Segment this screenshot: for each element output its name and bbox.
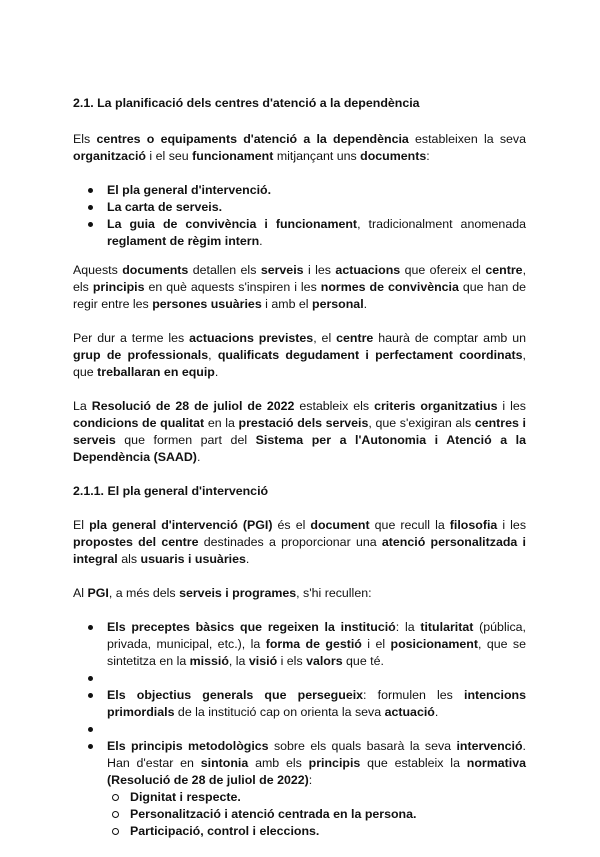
sublist-item: Participació, control i eleccions. xyxy=(107,823,526,840)
list-item: Els objectius generals que persegueix: formulen les intencions primordials de la institució cap on orienta la seva actuació. xyxy=(73,687,526,721)
documents-list xyxy=(73,182,526,250)
principles-sublist xyxy=(107,789,526,840)
paragraph-professionals: Per dur a terme les actuacions previstes, el centre haurà de comptar amb un grup de professionals, qualificats degudament i perfectament coordinats, que treballaran en equip. xyxy=(73,331,526,379)
section-heading: 2.1. La planificació dels centres d'atenció a la dependència xyxy=(73,96,420,110)
sublist-item: Personalització i atenció centrada en la persona. xyxy=(107,806,526,823)
list-item: La carta de serveis. xyxy=(73,199,526,216)
list-item: La guia de convivència i funcionament, tradicionalment anomenada reglament de règim intern. xyxy=(73,216,526,250)
list-item: Els preceptes bàsics que regeixen la institució: la titularitat (pública, privada, municipal, etc.), la forma de gestió i el posicionament, que se sintetitza en la missió, la visió i els valors que té. xyxy=(73,619,526,670)
paragraph-resolution: La Resolució de 28 de juliol de 2022 estableix els criteris organitzatius i les condicions de qualitat en la prestació dels serveis, que s'exigiran als centres i serveis que formen part del Sistema per a l'Autonomia i Atenció a la Dependència (SAAD). xyxy=(73,399,526,464)
paragraph-pgi-contents: Al PGI, a més dels serveis i programes, s'hi recullen: xyxy=(73,586,372,600)
paragraph-documents-detail: Aquests documents detallen els serveis i les actuacions que ofereix el centre, els principis en què aquests s'inspiren i les normes de convivència que han de regir entre les persones usuàries i amb el personal. xyxy=(73,263,527,311)
sublist-item: Dignitat i respecte. xyxy=(107,789,526,806)
pgi-contents-list xyxy=(73,619,526,840)
document-content xyxy=(73,95,526,857)
paragraph-documents-intro: Els centres o equipaments d'atenció a la dependència estableixen la seva organització i el seu funcionament mitjançant uns documents: xyxy=(73,132,526,163)
list-item: Els principis metodològics sobre els quals basarà la seva intervenció. Han d'estar en sintonia amb els principis que estableix la normativa (Resolució de 28 de juliol de 2022): Dignitat i respecte. Personalització i atenció centrada en la persona. Participació, control i eleccions. xyxy=(73,738,526,840)
paragraph-pgi-definition: El pla general d'intervenció (PGI) és el document que recull la filosofia i les propostes del centre destinades a proporcionar una atenció personalitzada i integral als usuaris i usuàries. xyxy=(73,518,527,566)
list-item: El pla general d'intervenció. xyxy=(73,182,526,199)
list-item-empty xyxy=(73,721,526,738)
list-item-empty xyxy=(73,670,526,687)
subsection-heading: 2.1.1. El pla general d'intervenció xyxy=(73,484,269,498)
